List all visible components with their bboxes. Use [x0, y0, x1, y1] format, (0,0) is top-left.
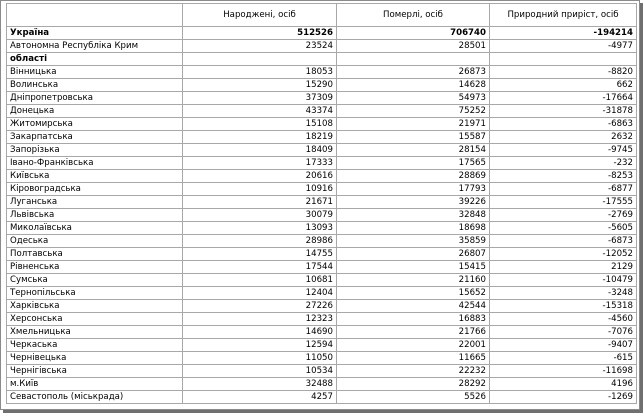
region-name: Одеська: [7, 235, 183, 248]
total-died: 706740: [337, 27, 490, 40]
region-died: 32848: [337, 209, 490, 222]
region-born: 20616: [183, 170, 337, 183]
region-name: Рівненська: [7, 261, 183, 274]
region-name: Полтавська: [7, 248, 183, 261]
region-born: 4257: [183, 391, 337, 404]
region-growth: -17555: [490, 196, 637, 209]
header-died: Померлі, осіб: [337, 4, 490, 27]
region-growth: -232: [490, 157, 637, 170]
region-died: 17793: [337, 183, 490, 196]
section-row: [7, 53, 637, 66]
region-died: 28292: [337, 378, 490, 391]
region-growth: -4560: [490, 313, 637, 326]
region-name: Миколаївська: [7, 222, 183, 235]
region-name: Дніпропетровська: [7, 92, 183, 105]
table-row: [7, 222, 637, 235]
region-born: 17333: [183, 157, 337, 170]
region-born: 12323: [183, 313, 337, 326]
region-growth: 662: [490, 79, 637, 92]
table-row: [7, 274, 637, 287]
table-row: [7, 144, 637, 157]
table-row: [7, 300, 637, 313]
region-died: 39226: [337, 196, 490, 209]
region-growth: -31878: [490, 105, 637, 118]
demographics-table: [6, 3, 637, 404]
region-name: Волинська: [7, 79, 183, 92]
region-growth: -8820: [490, 66, 637, 79]
region-born: 37309: [183, 92, 337, 105]
header-born: Народжені, осіб: [183, 4, 337, 27]
region-born: 18053: [183, 66, 337, 79]
table-row: [7, 131, 637, 144]
total-growth: -194214: [490, 27, 637, 40]
region-name: Київська: [7, 170, 183, 183]
region-growth: -615: [490, 352, 637, 365]
region-growth: -6863: [490, 118, 637, 131]
section-label: області: [7, 53, 183, 66]
region-growth: -3248: [490, 287, 637, 300]
table-row: [7, 157, 637, 170]
region-growth: -5605: [490, 222, 637, 235]
total-name: Україна: [7, 27, 183, 40]
region-name: Чернівецька: [7, 352, 183, 365]
region-born: 15290: [183, 79, 337, 92]
header-growth: Природний приріст, осіб: [490, 4, 637, 27]
region-died: 21766: [337, 326, 490, 339]
region-died: 21971: [337, 118, 490, 131]
region-died: 11665: [337, 352, 490, 365]
region-born: 27226: [183, 300, 337, 313]
table-row: [7, 287, 637, 300]
region-growth: -10479: [490, 274, 637, 287]
region-died: 35859: [337, 235, 490, 248]
region-born: 12404: [183, 287, 337, 300]
region-born: 21671: [183, 196, 337, 209]
region-name: Хмельницька: [7, 326, 183, 339]
region-born: 28986: [183, 235, 337, 248]
region-name: Харківська: [7, 300, 183, 313]
table-row: [7, 170, 637, 183]
table-row: [7, 339, 637, 352]
region-died: 26873: [337, 66, 490, 79]
region-born: 17544: [183, 261, 337, 274]
table-row: [7, 378, 637, 391]
region-died: 21160: [337, 274, 490, 287]
region-growth: -11698: [490, 365, 637, 378]
region-growth: -17664: [490, 92, 637, 105]
region-born: 10681: [183, 274, 337, 287]
region-born: 15108: [183, 118, 337, 131]
region-died: 18698: [337, 222, 490, 235]
region-growth: -6873: [490, 235, 637, 248]
table-row: [7, 313, 637, 326]
header-region: [7, 4, 183, 27]
region-born: 18219: [183, 131, 337, 144]
region-name: Херсонська: [7, 313, 183, 326]
region-name: Севастополь (міськрада): [7, 391, 183, 404]
region-growth: -2769: [490, 209, 637, 222]
region-died: 15415: [337, 261, 490, 274]
table-row: [7, 326, 637, 339]
region-died: 28154: [337, 144, 490, 157]
region-name: Тернопільська: [7, 287, 183, 300]
region-died: 5526: [337, 391, 490, 404]
region-died: 22232: [337, 365, 490, 378]
region-growth: -15318: [490, 300, 637, 313]
region-born: 13093: [183, 222, 337, 235]
region-growth: -12052: [490, 248, 637, 261]
region-name: Запорізька: [7, 144, 183, 157]
table-row: [7, 352, 637, 365]
region-growth: 2129: [490, 261, 637, 274]
region-growth: 4196: [490, 378, 637, 391]
region-growth: -1269: [490, 391, 637, 404]
region-name: Вінницька: [7, 66, 183, 79]
table-row: [7, 66, 637, 79]
region-died: 22001: [337, 339, 490, 352]
table-row: [7, 235, 637, 248]
table-row: [7, 118, 637, 131]
region-name: Кіровоградська: [7, 183, 183, 196]
table-row: [7, 209, 637, 222]
region-died: 26807: [337, 248, 490, 261]
region-born: 32488: [183, 378, 337, 391]
table-row: [7, 248, 637, 261]
table-row: [7, 183, 637, 196]
table-row: [7, 196, 637, 209]
region-growth: -9407: [490, 339, 637, 352]
region-born: 18409: [183, 144, 337, 157]
region-born: 12594: [183, 339, 337, 352]
region-born: 11050: [183, 352, 337, 365]
region-died: 16883: [337, 313, 490, 326]
region-died: 28869: [337, 170, 490, 183]
region-died: 15587: [337, 131, 490, 144]
region-died: 15652: [337, 287, 490, 300]
region-died: 42544: [337, 300, 490, 313]
region-growth: 2632: [490, 131, 637, 144]
region-name: Івано-Франківська: [7, 157, 183, 170]
table-row: [7, 391, 637, 404]
region-name: Закарпатська: [7, 131, 183, 144]
region-name: Черкаська: [7, 339, 183, 352]
region-born: 14755: [183, 248, 337, 261]
region-growth: -7076: [490, 326, 637, 339]
crimea-born: 23524: [183, 40, 337, 53]
region-growth: -8253: [490, 170, 637, 183]
region-born: 10534: [183, 365, 337, 378]
region-name: Донецька: [7, 105, 183, 118]
crimea-name: Автономна Республіка Крим: [7, 40, 183, 53]
region-died: 14628: [337, 79, 490, 92]
region-born: 30079: [183, 209, 337, 222]
region-died: 75252: [337, 105, 490, 118]
region-born: 43374: [183, 105, 337, 118]
crimea-died: 28501: [337, 40, 490, 53]
region-born: 10916: [183, 183, 337, 196]
region-growth: -9745: [490, 144, 637, 157]
table-row: [7, 261, 637, 274]
region-name: м.Київ: [7, 378, 183, 391]
region-born: 14690: [183, 326, 337, 339]
crimea-row: [7, 40, 637, 53]
region-name: Чернігівська: [7, 365, 183, 378]
table-row: [7, 79, 637, 92]
region-name: Житомирська: [7, 118, 183, 131]
table-row: [7, 105, 637, 118]
header-row: [7, 4, 637, 27]
table-row: [7, 92, 637, 105]
crimea-growth: -4977: [490, 40, 637, 53]
region-name: Сумська: [7, 274, 183, 287]
table-row: [7, 365, 637, 378]
total-row: [7, 27, 637, 40]
region-name: Львівська: [7, 209, 183, 222]
table-body: [7, 27, 637, 404]
region-name: Луганська: [7, 196, 183, 209]
region-died: 17565: [337, 157, 490, 170]
region-growth: -6877: [490, 183, 637, 196]
total-born: 512526: [183, 27, 337, 40]
region-died: 54973: [337, 92, 490, 105]
